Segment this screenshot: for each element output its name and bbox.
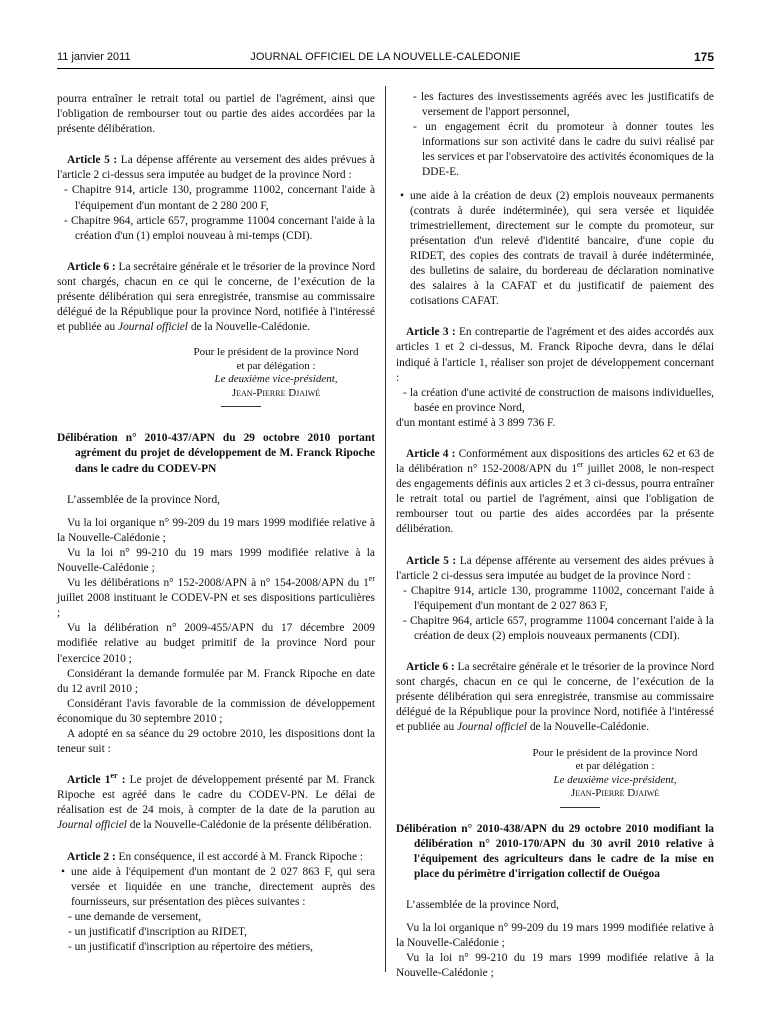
visa-line: A adopté en sa séance du 29 octobre 2010, les dispositions dont la teneur suit : (57, 728, 375, 756)
visa-line: Considérant l'avis favorable de la commission de développement économique du 30 septembre 2010 ; (57, 697, 375, 725)
visa-line: Vu la délibération n° 2009-455/APN du 17 décembre 2009 modifiée relative au budget primitif de la province Nord pour l'exercice 2010 ; (57, 622, 375, 665)
list-item: - les factures des investissements agréés avec les justificatifs de versement de l'apport personnel, (413, 91, 714, 119)
visa-line: Vu la loi n° 99-210 du 19 mars 1999 modifiée relative à la Nouvelle-Calédonie ; (396, 952, 714, 980)
article-5-paragraph: Article 5 : La dépense afférente au versement des aides prévues à l'article 2 ci-dessus sera imputée au budget de la province Nord : (57, 154, 375, 182)
header-rule (57, 68, 714, 69)
list-item: • une aide à la création de deux (2) emplois nouveaux permanents (contrats à durée indéterminée), qui sera versée et liquidée trimestriellement, directement sur le compte du promoteur, sur présentation d'un relevé d'identité bancaire, d'une copie du RIDET, des copies des contrats de travail à durée indéterminée, des bulletins de salaire, du bordereau de déclaration nominative des salaires à la CAFAT et du justificatif de paiement des cotisations CAFAT. (396, 189, 714, 310)
article-5-label: Article 5 : (67, 154, 118, 167)
signature-block: Pour le président de la province Nord et par délégation : Le deuxième vice-président, Jean-Pierre Djaiwé (396, 747, 714, 808)
visa-line: Vu la loi organique n° 99-209 du 19 mars 1999 modifiée relative à la Nouvelle-Calédonie ; (57, 516, 375, 544)
page-header (57, 50, 714, 64)
intro-paragraph: pourra entraîner le retrait total ou partiel de l'agrément, ainsi que l'obligation de rembourser tout ou partie des aides accordées par la présente délibération. (57, 93, 375, 136)
article-4-label: Article 4 : (406, 447, 456, 460)
signatory-name: Jean-Pierre Djaiwé (570, 787, 660, 800)
article-6-paragraph: Article 6 : La secrétaire générale et le trésorier de la province Nord sont chargés, chacun en ce qui le concerne, de l’exécution de la présente délibération qui sera enregistrée, transmise au commissaire délégué de la République pour la province Nord, notifiée à l'intéressé et publiée au Journal officiel de la Nouvelle-Calédonie. (396, 661, 715, 734)
page-number: 175 (693, 50, 714, 64)
article-1-label: Article 1er : (67, 771, 126, 787)
signature-block: Pour le président de la province Nord et par délégation : Le deuxième vice-président, Jean-Pierre Djaiwé (57, 346, 375, 407)
visa-line: Considérant la demande formulée par M. Franck Ripoche en date du 12 avril 2010 ; (57, 667, 375, 695)
list-item: - Chapitre 914, article 130, programme 11002, concernant l'aide à l'équipement d'un montant de 2 280 200 F, (64, 184, 375, 212)
deliberation-title: Délibération n° 2010-437/APN du 29 octobre 2010 portant agrément du projet de développement de M. Franck Ripoche dans le cadre du CODEV-PN (57, 432, 375, 475)
article-2-paragraph: Article 2 : En conséquence, il est accordé à M. Franck Ripoche : (67, 850, 364, 863)
list-item: - la création d'une activité de construction de maisons individuelles, basée en province Nord, (403, 386, 714, 414)
assembly-line: L’assemblée de la province Nord, (406, 898, 559, 911)
list-item: - Chapitre 964, article 657, programme 11004 concernant l'aide à la création d'un (1) emploi nouveau à mi-temps (CDI). (64, 214, 375, 242)
article-6-label: Article 6 : (67, 260, 116, 273)
visa-line: Vu la loi organique n° 99-209 du 19 mars 1999 modifiée relative à la Nouvelle-Calédonie ; (396, 922, 714, 950)
article-5-paragraph: Article 5 : La dépense afférente au versement des aides prévues à l'article 2 ci-dessus sera imputée au budget de la province Nord : (396, 554, 714, 582)
article-5-label: Article 5 : (406, 554, 457, 567)
list-item: - Chapitre 964, article 657, programme 11004 concernant l'aide à la création de deux (2) emplois nouveaux permanents (CDI). (403, 614, 714, 642)
article-3-label: Article 3 : (406, 326, 456, 339)
journal-title: JOURNAL OFFICIEL DE LA NOUVELLE-CALEDONIE (250, 51, 521, 63)
estimated-amount: d'un montant estimé à 3 899 736 F. (396, 416, 556, 429)
list-item: - une demande de versement, (68, 910, 202, 923)
signature-rule (560, 807, 600, 808)
right-column (396, 90, 714, 981)
list-item: - Chapitre 914, article 130, programme 11002, concernant l'aide à l'équipement d'un montant de 2 027 863 F, (403, 584, 714, 612)
column-divider (385, 86, 386, 972)
article-2-label: Article 2 : (67, 850, 116, 863)
list-item: - un justificatif d'inscription au répertoire des métiers, (68, 941, 313, 954)
visa-line: Vu les délibérations n° 152-2008/APN à n° 154-2008/APN du 1er juillet 2008 instituant le CODEV-PN et ses dispositions particulières ; (57, 574, 375, 620)
deliberation-title: Délibération n° 2010-438/APN du 29 octobre 2010 modifiant la délibération n° 2010-170/APN du 30 avril 2010 relative à l'équipement des agriculteurs dans le cadre de la mise en place du périmètre d'irrigation collectif de Ouégoa (396, 822, 714, 880)
article-6-paragraph: Article 6 : La secrétaire générale et le trésorier de la province Nord sont chargés, chacun en ce qui le concerne, de l’exécution de la présente délibération qui sera enregistrée, transmise au commissaire délégué de la République pour la province Nord, notifiée à l'intéressé et publiée au Journal officiel de la Nouvelle-Calédonie. (57, 260, 376, 334)
left-column (57, 92, 375, 955)
visa-line: Vu la loi n° 99-210 du 19 mars 1999 modifiée relative à la Nouvelle-Calédonie ; (57, 546, 375, 574)
list-item: - un justificatif d'inscription au RIDET, (68, 926, 247, 939)
list-item: • une aide à l'équipement d'un montant de 2 027 863 F, qui sera versée et liquidée en une tranche, directement auprès des fournisseurs, sur présentation des pièces suivantes : (57, 865, 375, 910)
article-1-paragraph: Article 1er : Le projet de développement présenté par M. Franck Ripoche est agréé dans le cadre du CODEV-PN. Le délai de réalisation est de 24 mois, à compter de la date de la parution au Journal officiel de la Nouvelle-Calédonie de la présente délibération. (57, 771, 375, 832)
article-4-paragraph: Article 4 : Conformément aux dispositions des articles 62 et 63 de la délibération n° 152-2008/APN du 1er juillet 2008, le non-respect des engagements définis aux articles 2 et 3 ci-dessus, pourra entraîner le retrait total ou partiel de l'agrément, ainsi que l'obligation de rembourser tout ou partie des aides accordées par la présente délibération. (396, 447, 715, 536)
article-3-paragraph: Article 3 : En contrepartie de l'agrément et des aides accordés aux articles 1 et 2 ci-dessus, M. Franck Ripoche devra, dans le délai indiqué à l'article 1, réaliser son projet de développement concernant : (396, 326, 715, 384)
signatory-name: Jean-Pierre Djaiwé (231, 386, 321, 399)
issue-date: 11 janvier 2011 (57, 51, 131, 63)
article-6-label: Article 6 : (406, 661, 455, 674)
assembly-line: L’assemblée de la province Nord, (67, 493, 220, 506)
signature-rule (221, 406, 261, 407)
list-item: - un engagement écrit du promoteur à donner toutes les informations sur son activité dans le cadre du suivi réalisé par les services et par l'observatoire des activités économiques de la DDE-E. (413, 121, 714, 179)
